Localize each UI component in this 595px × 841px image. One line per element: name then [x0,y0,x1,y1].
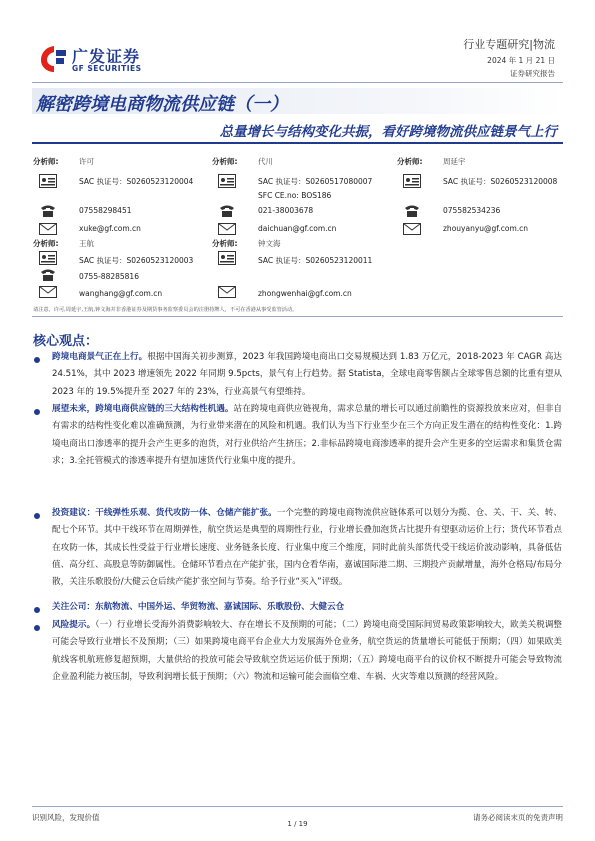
bullet-icon [34,409,40,415]
analyst-label: 分析师: [33,239,59,248]
id-card-icon [39,251,57,265]
footer-slogan: 识别风险，发现价值 [32,813,100,822]
core-point [52,401,562,470]
analyst-label: 分析师: [397,157,423,166]
id-card-icon [39,174,57,188]
core-point-lead: 跨境电商景气正在上行。 [52,352,148,362]
footer-divider [32,806,563,807]
gf-logo [38,44,158,78]
core-point-lead: 关注公司：东航物流、中国外运、华贸物流、嘉诚国际、乐歌股份、大健云仓 [52,602,345,612]
analyst-sac: SAC 执证号：S0260517080007 [258,177,373,186]
analyst-sac: SAC 执证号：S0260523120004 [79,177,194,186]
analyst-name: 许可 [79,157,94,166]
email-icon [39,285,57,299]
analyst-name: 钟文海 [258,239,281,248]
analyst-sac: SAC 执证号：S0260523120003 [79,256,194,265]
report-type: 行业专题研究|物流 [463,38,555,51]
report-date: 2024 年 1 月 21 日 [487,56,555,65]
analyst-email[interactable]: daichuan@gf.com.cn [258,224,337,233]
core-view-heading: 核心观点： [33,334,99,349]
core-point-body: 一个完整的跨境电商物流供应链体系可以划分为揽、仓、关、干、关、转、配七个环节。其中干线环节在周期弹性，航空货运是典型的周期性行业，行业增长叠加泡货占比提升有望驱动运价上行；货代环节看点在攻防一体，其成长性受益于行业增长速度、业务链条长度、行业集中度三个维度，同时此前头部货代受干线运价波动影响，具备低估值、高分红、高股息等防御属性。仓储环节看点在产能扩张，国内仓看华南，嘉诚国际港二期、三期投产贡献增量，海外仓格局/布局分散，关注乐歌股份/大健云仓后续产能扩张空间与节奏。给予行业“买入”评级。 [52,508,562,588]
bullet-icon [34,513,40,519]
page-subtitle: 总量增长与结构变化共振，看好跨境物流供应链景气上行 [219,124,557,140]
analyst-label: 分析师: [212,239,238,248]
id-card-icon [218,251,236,265]
analyst-phone: 075582534236 [443,206,501,215]
analyst-name: 周延宇 [443,157,466,166]
analyst-disclaimer: 请注意，许可,周延宇,王航,钟文海并非香港证券及期货事务监察委员会的注册持牌人，不可在香港从事受监管活动。 [33,307,298,313]
id-card-icon [403,174,421,188]
report-unit: 证券研究报告 [510,69,555,78]
analyst-name: 王航 [79,239,94,248]
core-point-body: 站在跨境电商供应链视角，需求总量的增长可以通过前瞻性的资源投放来应对，但非自有需求的结构性变化难以准确预测，为行业带来潜在的风险和机遇。我们认为当下行业至少在三个方向正发生潜在的结构性变化：1.跨境电商出口渗透率的提升会产生更多的泡货，对行业供给产生挤压；2.非标品跨境电商渗透率的提升会产生更多的空运需求和集货仓需求；3.全托管模式的渗透率提升有望加速货代行业集中度的提升。 [52,404,562,466]
core-point-lead: 展望未来，跨境电商供应链的三大结构性机遇。 [52,404,234,414]
analyst-email[interactable]: zhongwenhai@gf.com.cn [258,289,352,298]
core-point-lead: 风险提示。 [52,620,96,630]
logo-chinese: 广发证券 [72,47,141,66]
email-icon [39,222,57,236]
analyst-label: 分析师: [33,157,59,166]
analyst-email[interactable]: xuke@gf.com.cn [79,224,141,233]
core-point [52,617,562,686]
bullet-icon [34,357,40,363]
logo-english: GF SECURITIES [72,64,142,73]
analyst-phone: 0755-88285816 [79,272,139,281]
page-number: 1 / 19 [287,820,308,828]
email-icon [218,222,236,236]
core-point-body: 根据中国海关初步测算，2023 年我国跨境电商出口交易规模达到 1.83 万亿元，2018-2023 年 CAGR 高达 24.51%，其中 2023 增速领先 2022 年同期 9.5pcts，景气有上行趋势。据 Statista，全球电商零售额占全球零售总额的比重有望从 2023 年的 19.5%提升至 2027 年的 23%，行业高景气有望维持。 [52,352,562,397]
bullet-icon [34,607,40,613]
phone-icon [39,204,57,218]
header-divider [32,82,563,83]
email-icon [403,222,421,236]
title-divider [32,142,563,144]
analyst-email[interactable]: wanghang@gf.com.cn [79,289,163,298]
analyst-sac: SAC 执证号：S0260523120008 [443,177,558,186]
phone-icon [39,268,57,282]
id-card-icon [218,174,236,188]
phone-icon [218,204,236,218]
page-title: 解密跨境电商物流供应链（一） [36,94,288,115]
analyst-email[interactable]: zhouyanyu@gf.com.cn [443,224,529,233]
phone-icon [403,204,421,218]
core-point-lead: 投资建议：干线弹性乐观、货代攻防一体、仓储产能扩张。 [52,508,277,518]
analyst-phone: 021-38003678 [258,206,314,215]
footer-disclaimer-note: 请务必阅读末页的免责声明 [473,813,563,822]
analyst-name: 代川 [258,157,273,166]
core-point [52,349,562,401]
core-point [52,599,562,616]
analyst-sac: SAC 执证号：S0260523120011 [258,256,373,265]
core-point-body: （一）行业增长受海外消费影响较大、存在增长不及预期的可能；（二）跨境电商受国际间贸易政策影响较大，欧美关税调整可能会导致行业增长不及预期；（三）如果跨境电商平台企业大力发展海外仓业务，航空货运的货量增长可能低于预期；（四）如果欧美航线客机航班修复超预期，大量供给的投放可能会导致航空货运运价低于预期；（五）跨境电商平台的议价权不断提升可能会导致物流企业盈利能力被压制，导致利润增长低于预期；（六）物流和运输可能会面临空难、车祸、火灾等难以预测的经营风险。 [52,620,562,682]
bullet-icon [34,625,40,631]
analyst-divider [32,316,563,317]
core-point [52,505,562,591]
email-icon [218,285,236,299]
analyst-phone: 07558298451 [79,206,132,215]
analyst-sfc: SFC CE.no: BOS186 [258,191,332,200]
analyst-label: 分析师: [212,157,238,166]
gf-logo-mark-icon [38,44,68,74]
